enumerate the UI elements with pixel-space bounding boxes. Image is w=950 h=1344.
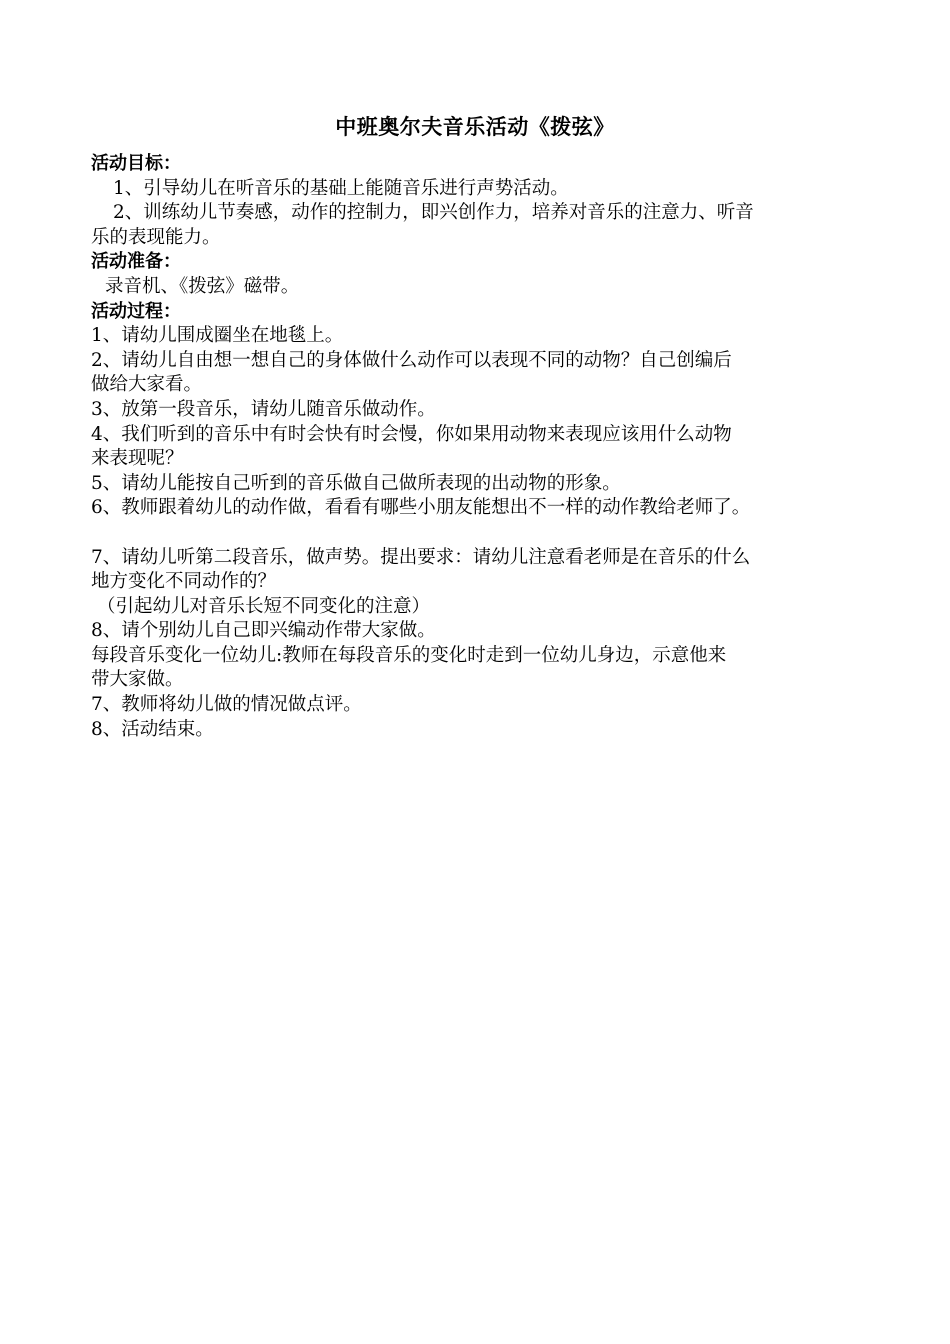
process-step-4-line-2: 来表现呢？	[91, 448, 184, 470]
goal-item-2-line-1: 2、训练幼儿节奏感，动作的控制力，即兴创作力，培养对音乐的注意力、听音	[113, 202, 754, 224]
process-change-line-1: 每段音乐变化一位幼儿:教师在每段音乐的变化时走到一位幼儿身边，示意他来	[91, 644, 727, 666]
process-step-1: 1、请幼儿围成圈坐在地毯上。	[91, 325, 344, 347]
document-body	[91, 152, 863, 742]
process-heading: 活动过程：	[91, 300, 181, 322]
process-step-8b: 8、活动结束。	[91, 718, 214, 740]
process-step-8: 8、请个别幼儿自己即兴编动作带大家做。	[91, 620, 436, 642]
goals-heading: 活动目标：	[91, 153, 181, 174]
blank-line	[91, 521, 863, 546]
process-step-7b: 7、教师将幼儿做的情况做点评。	[91, 694, 362, 716]
process-step-2-line-2: 做给大家看。	[91, 374, 203, 396]
process-step-7-note: （引起幼儿对音乐长短不同变化的注意）	[97, 595, 431, 617]
document-title: 中班奥尔夫音乐活动《拨弦》	[335, 115, 615, 139]
process-step-6: 6、教师跟着幼儿的动作做，看看有哪些小朋友能想出不一样的动作教给老师了。	[91, 497, 751, 519]
process-step-7-line-2: 地方变化不同动作的？	[91, 571, 277, 593]
goal-item-1: 1、引导幼儿在听音乐的基础上能随音乐进行声势活动。	[113, 177, 569, 199]
process-step-7-line-1: 7、请幼儿听第二段音乐，做声势。提出要求：请幼儿注意看老师是在音乐的什么	[91, 546, 751, 568]
preparation-text: 录音机、《拨弦》磁带。	[105, 275, 300, 297]
process-step-4-line-1: 4、我们听到的音乐中有时会快有时会慢，你如果用动物来表现应该用什么动物	[91, 423, 732, 445]
preparation-heading: 活动准备：	[91, 251, 181, 273]
process-step-5: 5、请幼儿能按自己听到的音乐做自己做所表现的出动物的形象。	[91, 472, 621, 494]
process-change-line-2: 带大家做。	[91, 669, 184, 691]
process-step-2-line-1: 2、请幼儿自由想一想自己的身体做什么动作可以表现不同的动物？自己创编后	[91, 349, 732, 371]
process-step-3: 3、放第一段音乐，请幼儿随音乐做动作。	[91, 398, 436, 420]
goal-item-2-line-2: 乐的表现能力。	[91, 226, 221, 248]
